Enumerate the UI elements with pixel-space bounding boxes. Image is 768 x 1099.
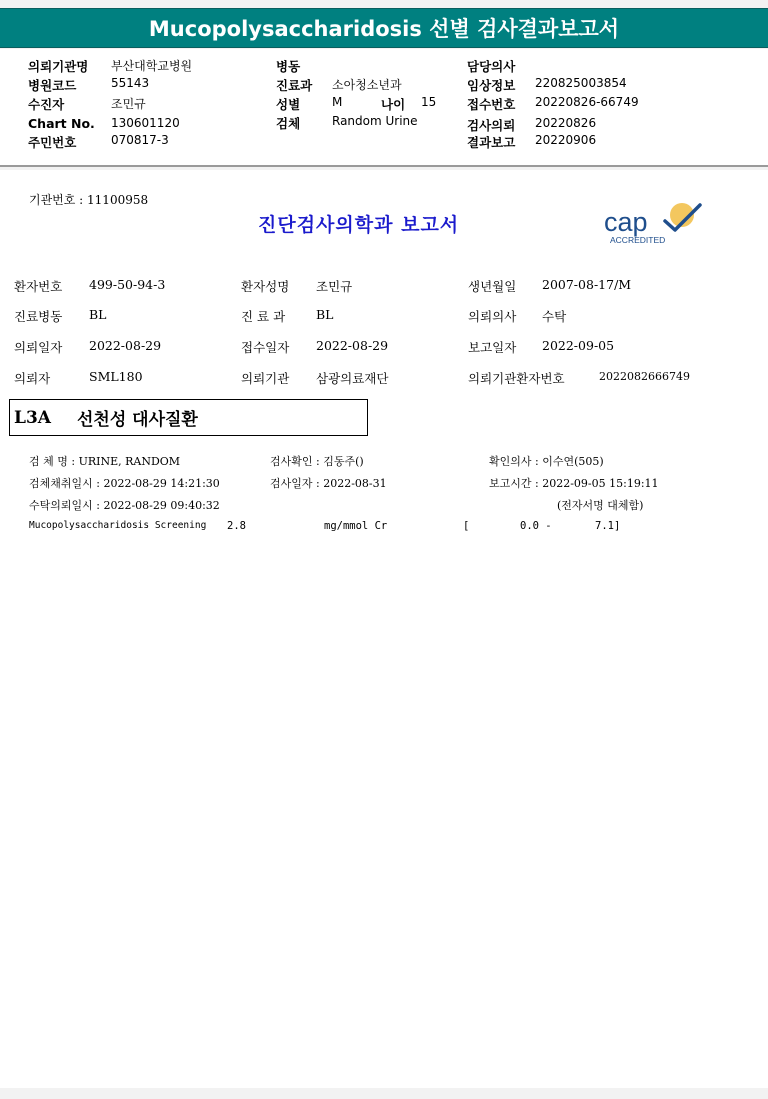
requesting-doctor-value: 수탁: [542, 309, 567, 324]
request-date-label: 의뢰일자: [14, 340, 63, 355]
reference-low: 0.0 -: [520, 520, 552, 532]
cap-checkmark-icon: [603, 202, 705, 248]
electronic-signature-note: (전자서명 대체함): [557, 499, 644, 512]
institution-patient-no-value: 2022082666749: [599, 370, 690, 383]
chart-no-value: 130601120: [111, 116, 180, 130]
doctor-label: 담당의사: [467, 59, 516, 74]
patient-no-value: 499-50-94-3: [89, 277, 166, 292]
patient-name-label: 환자성명: [241, 279, 290, 294]
chart-no-label: Chart No.: [28, 116, 95, 131]
ward-label-report: 진료병동: [14, 309, 63, 324]
institution-number: 기관번호 : 11100958: [29, 193, 149, 207]
ward-value-report: BL: [89, 307, 107, 322]
department-label: 진료과: [276, 78, 313, 93]
patient-no-label: 환자번호: [14, 279, 63, 294]
header-panel: [0, 49, 768, 167]
result-report-label: 결과보고: [467, 135, 516, 150]
requesting-institution-label: 의뢰기관: [241, 371, 290, 386]
test-date: 검사일자 : 2022-08-31: [270, 477, 387, 490]
department-value-report: BL: [316, 307, 334, 322]
report-time: 보고시간 : 2022-09-05 15:19:11: [489, 477, 659, 490]
birthdate-label: 생년월일: [468, 279, 517, 294]
resident-no-label: 주민번호: [28, 135, 77, 150]
receipt-no-value: 20220826-66749: [535, 95, 639, 109]
test-section-header: [9, 399, 368, 436]
hospital-value: 부산대학교병원: [111, 59, 193, 73]
hospital-code-value: 55143: [111, 76, 150, 90]
request-date-value: 2022-08-29: [89, 338, 162, 353]
report-date-value: 2022-09-05: [542, 338, 615, 353]
requesting-institution-value: 삼광의료재단: [316, 371, 389, 386]
section-code: L3A: [14, 407, 51, 428]
received-datetime: 수탁의뢰일시 : 2022-08-29 09:40:32: [29, 499, 220, 512]
specimen-label: 검체: [276, 116, 301, 131]
clinical-info-label: 임상정보: [467, 78, 516, 93]
test-confirmer: 검사확인 : 김동주(): [270, 455, 364, 468]
age-value: 15: [421, 95, 437, 109]
test-request-label: 검사의뢰: [467, 118, 516, 133]
patient-label: 수진자: [28, 97, 65, 112]
report-date-label: 보고일자: [468, 340, 517, 355]
specimen-name: 검 체 명 : URINE, RANDOM: [29, 455, 181, 468]
section-name: 선천성 대사질환: [76, 410, 198, 430]
result-test-name: Mucopolysaccharidosis Screening: [29, 520, 207, 531]
collection-datetime: 검체채취일시 : 2022-08-29 14:21:30: [29, 477, 220, 490]
patient-value: 조민규: [111, 97, 146, 111]
receipt-date-label: 접수일자: [241, 340, 290, 355]
hospital-label: 의뢰기관명: [28, 59, 89, 74]
result-report-value: 20220906: [535, 133, 597, 147]
age-label: 나이: [381, 97, 406, 112]
receipt-date-value: 2022-08-29: [316, 338, 389, 353]
specimen-value: Random Urine: [332, 114, 418, 128]
cap-accredited-logo: [603, 202, 705, 248]
department-value: 소아청소년과: [332, 78, 402, 92]
requester-value: SML180: [89, 369, 143, 384]
resident-no-value: 070817-3: [111, 133, 169, 147]
reference-high: 7.1]: [595, 520, 621, 532]
ward-label: 병동: [276, 59, 301, 74]
sex-label: 성별: [276, 97, 301, 112]
department-label-report: 진 료 과: [241, 309, 286, 324]
birthdate-value: 2007-08-17/M: [542, 277, 632, 292]
reference-bracket-open: [: [463, 520, 470, 532]
result-value: 2.8: [227, 520, 246, 532]
clinical-info-value: 220825003854: [535, 76, 627, 90]
hospital-code-label: 병원코드: [28, 78, 77, 93]
institution-patient-no-label: 의뢰기관환자번호: [468, 371, 565, 386]
lab-report-page: [0, 170, 768, 1088]
patient-name-value: 조민규: [316, 279, 353, 294]
confirming-doctor: 확인의사 : 이수연(505): [489, 455, 604, 468]
result-unit: mg/mmol Cr: [324, 520, 388, 532]
cap-accredited-text: ACCREDITED: [610, 235, 666, 245]
requester-label: 의뢰자: [14, 371, 51, 386]
document-title: Mucopolysaccharidosis 선별 검사결과보고서: [148, 17, 620, 41]
report-title-bar: [0, 8, 768, 48]
cap-wordmark: cap: [604, 207, 648, 237]
receipt-no-label: 접수번호: [467, 97, 516, 112]
sex-value: M: [332, 95, 343, 109]
report-title: 진단검사의학과 보고서: [258, 214, 460, 236]
test-request-value: 20220826: [535, 116, 597, 130]
requesting-doctor-label: 의뢰의사: [468, 309, 517, 324]
